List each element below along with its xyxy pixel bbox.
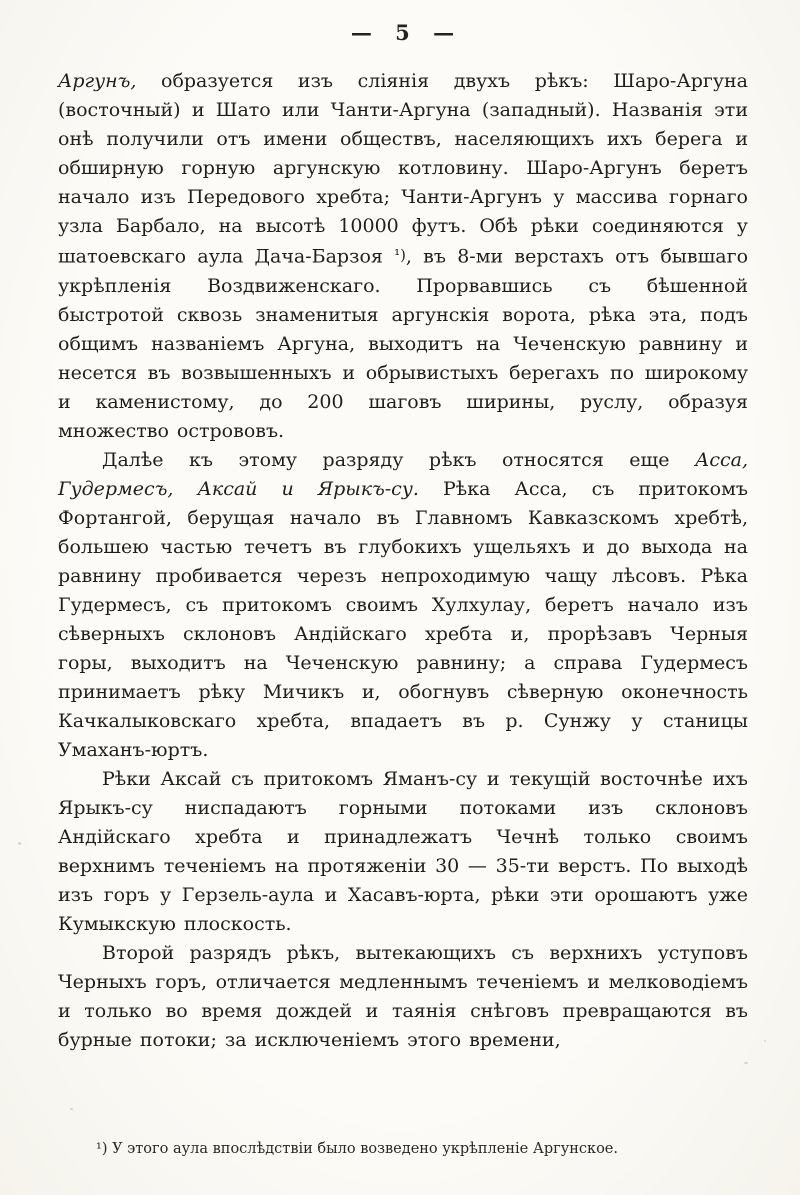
paragraph-argun: [58, 67, 748, 446]
scan-speck: [764, 1040, 766, 1042]
scan-speck: [70, 1108, 73, 1110]
scan-speck: [744, 1062, 748, 1064]
river-name-italic: Аргунъ,: [58, 70, 137, 92]
footnote-area: [0, 1139, 800, 1159]
paragraph-second-category: [58, 939, 748, 1055]
page-header: [58, 20, 748, 45]
paragraph-rivers-list: [58, 446, 748, 765]
paragraph-text: Далѣе къ этому разряду рѣкъ относятся еще: [102, 448, 695, 471]
paragraph-text: Второй разрядъ рѣкъ, вытекающихъ съ верхнихъ уступовъ Черныхъ горъ, отличается медленнымъ теченіемъ и мелководіемъ и только во время дождей и таянія снѣговъ превращаются въ бурные потоки; за исключеніемъ этого времени,: [58, 941, 748, 1051]
page-number: — 5 —: [350, 20, 456, 45]
footnote-reference: ¹): [394, 247, 406, 264]
river-names-italic: Асса, Гудермесъ, Аксай и Ярыкъ-су.: [58, 448, 748, 500]
paragraph-text: образуется изъ сліянія двухъ рѣкъ: Шаро-Аргуна (восточный) и Шато или Чанти-Аргуна (западный). Названія эти онѣ получили отъ имени обществъ, населяющихъ ихъ берега и обширную горную аргунскую котловину. Шаро-Аргунъ беретъ начало изъ Передового хребта; Чанти-Аргунъ у массива горнаго узла Барбало, на высотѣ 10000 футъ. Обѣ рѣки соединяются у шатоевскаго аула Дача-Барзоя: [58, 70, 748, 268]
paragraph-text: , въ 8-ми верстахъ отъ бывшаго укрѣпленія Воздвиженскаго. Прорвавшись съ бѣшенной быстротой сквозь знаменитыя аргунскія ворота, рѣка эта, подъ общимъ названіемъ Аргуна, выходитъ на Чеченскую равнину и несется въ возвышенныхъ и обрывистыхъ берегахъ по широкому и каменистому, до 200 шаговъ ширины, руслу, образуя множество острововъ.: [58, 245, 749, 442]
paragraph-text: Рѣки Аксай съ притокомъ Яманъ-су и текущій восточнѣе ихъ Ярыкъ-су ниспадаютъ горными потоками изъ склоновъ Андійскаго хребта и принадлежатъ Чечнѣ только своимъ верхнимъ теченіемъ на протяженіи 30 — 35-ти верстъ. По выходѣ изъ горъ у Герзель-аула и Хасавъ-юрта, рѣки эти орошаютъ уже Кумыкскую плоскость.: [58, 767, 748, 935]
paragraph-text: Рѣка Асса, съ притокомъ Фортангой, берущая начало въ Главномъ Кавказскомъ хребтѣ, большею частью течетъ въ глубокихъ ущельяхъ и до выхода на равнину пробивается черезъ непроходимую чащу лѣсовъ. Рѣка Гудермесъ, съ притокомъ своимъ Хулхулау, беретъ начало изъ сѣверныхъ склоновъ Андійскаго хребта и, прорѣзавъ Черныя горы, выходитъ на Чеченскую равнину; а справа Гудермесъ принимаетъ рѣку Мичикъ и, обогнувъ сѣверную оконечность Качкалыковскаго хребта, впадаетъ въ р. Сунжу у станицы Умаханъ-юртъ.: [58, 477, 748, 761]
footnote: ¹) У этого аула впослѣдствіи было возведено укрѣпленіе Аргунское.: [96, 1141, 618, 1157]
paragraph-aksay: [58, 765, 748, 939]
page-body: [58, 67, 748, 1055]
scan-speck: [18, 842, 21, 845]
